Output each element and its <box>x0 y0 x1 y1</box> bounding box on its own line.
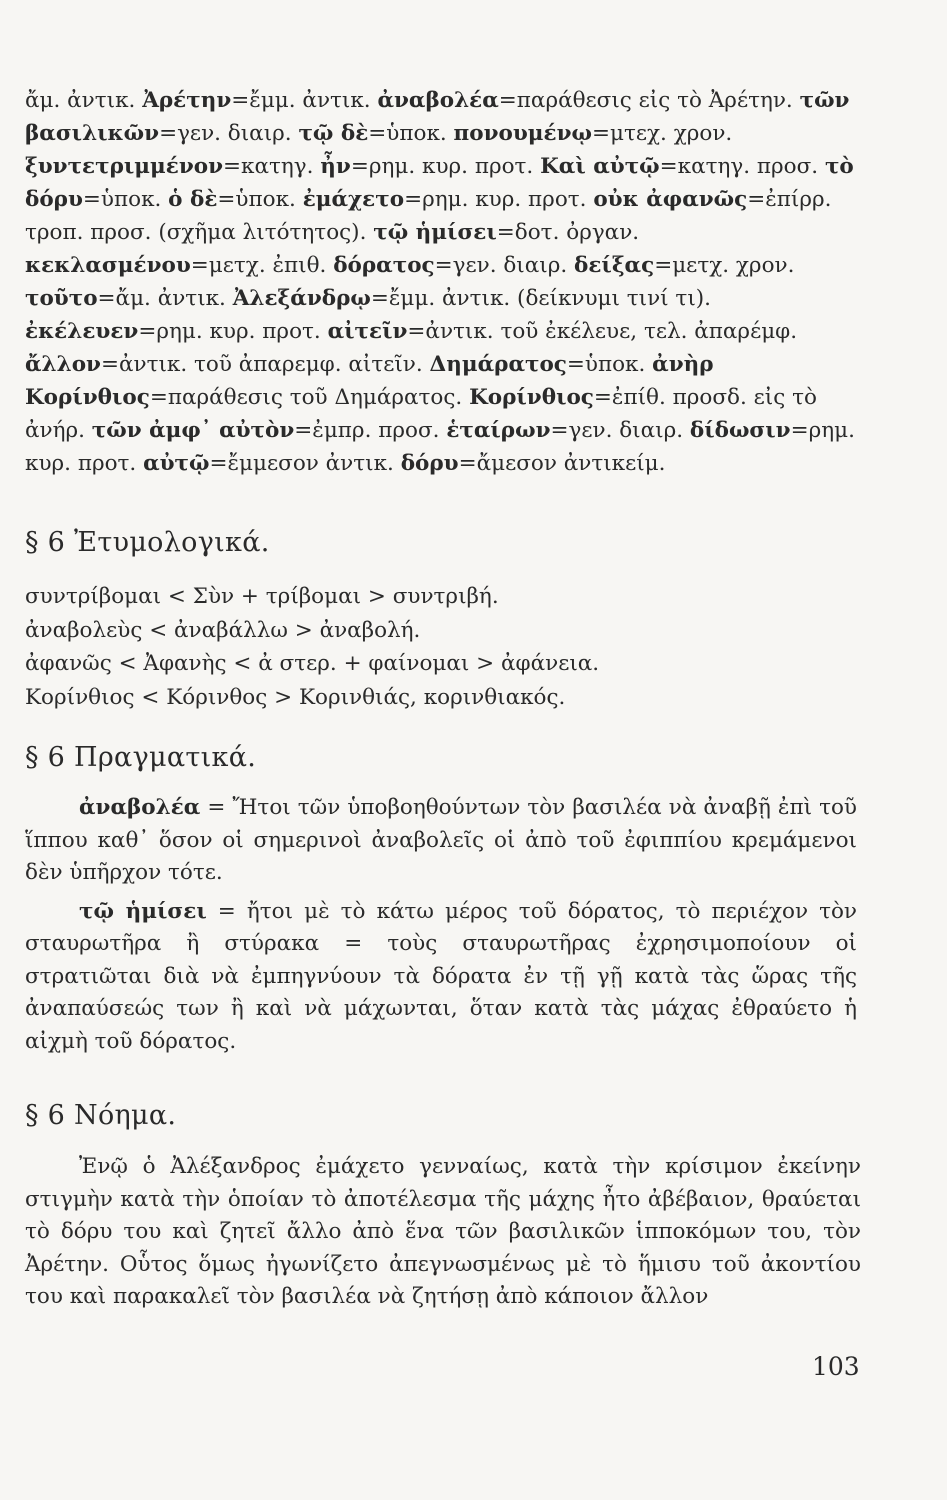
analyzed-term: δόρυ <box>400 451 459 476</box>
analysis-text: =παράθεσις τοῦ Δημάρατος. <box>149 385 470 410</box>
analysis-text: =ρημ. κυρ. προτ. <box>350 154 541 179</box>
analysis-text: =κατηγ. <box>223 154 321 179</box>
analysis-text: =ἔμμεσον ἀντικ. <box>209 451 401 476</box>
analyzed-term: τῶν βασιλικῶν <box>25 88 850 146</box>
pragmatic-note <box>25 896 857 1059</box>
analysis-text: =ἐπίρρ. τροπ. προσ. (σχῆμα λιτότητος). <box>25 187 832 245</box>
analyzed-term: ἐκέλευεν <box>25 319 139 344</box>
analyzed-term: Ἀλεξάνδρῳ <box>232 286 371 311</box>
analyzed-term: αὐτῷ <box>143 451 210 476</box>
analysis-text: =δοτ. ὀργαν. <box>496 220 640 245</box>
analyzed-term: τὸ δόρυ <box>25 154 854 212</box>
analyzed-term: δείξας <box>574 253 655 278</box>
analyzed-term: ἀνὴρ Κορίνθιος <box>25 352 714 410</box>
analysis-text: =ἀντικ. τοῦ ἀπαρεμφ. αἰτεῖν. <box>100 352 430 377</box>
etymology-line: ἀναβολεὺς < ἀναβάλλω > ἀναβολή. <box>25 617 421 643</box>
analyzed-term: ξυντετριμμένον <box>25 154 223 179</box>
analyzed-term: Καὶ αὐτῷ <box>540 154 660 179</box>
analysis-text: =ἄμ. ἀντικ. <box>97 286 233 311</box>
analyzed-term: Δημάρατος <box>429 352 567 377</box>
analyzed-term: ἀναβολέα <box>377 88 499 113</box>
etymology-list <box>25 580 855 714</box>
analysis-text: =μτεχ. χρον. <box>592 121 733 146</box>
etymology-line: Κορίνθιος < Κόρινθος > Κορινθιάς, κορινθιακός. <box>25 684 566 710</box>
analysis-text: =ὑποκ. <box>82 187 169 212</box>
analyzed-term: τῷ ἡμίσει <box>373 220 497 245</box>
analyzed-term: τοῦτο <box>25 286 98 311</box>
analyzed-term: Ἀρέτην <box>142 88 232 113</box>
etymology-line: ἀφανῶς < Ἀφανὴς < ἀ στερ. + φαίνομαι > ἀφάνεια. <box>25 651 600 676</box>
analysis-text: =ὑποκ. <box>368 121 454 146</box>
grammar-analysis-paragraph <box>25 84 855 480</box>
analyzed-term: δόρατος <box>333 253 435 278</box>
etymology-line: συντρίβομαι < Σὺν + τρίβομαι > συντριβή. <box>25 584 499 609</box>
analysis-text: =ἐμπρ. προσ. <box>294 418 447 443</box>
analyzed-term: τῷ δὲ <box>298 121 369 146</box>
analysis-text: =μετχ. χρον. <box>654 253 795 278</box>
etymology-heading: § 6 Ἐτυμολογικά. <box>25 527 270 558</box>
analysis-text: =ὑποκ. <box>566 352 653 377</box>
pragmatic-note <box>25 792 857 890</box>
analysis-text: =γεν. διαιρ. <box>159 121 299 146</box>
pragmatic-term: τῷ ἡμίσει <box>79 898 207 924</box>
analysis-text: =μετχ. ἐπιθ. <box>190 253 334 278</box>
analysis-text: =ὑποκ. <box>217 187 303 212</box>
analysis-text: =γεν. διαιρ. <box>550 418 690 443</box>
page-number: 103 <box>812 1352 860 1381</box>
analyzed-term: δίδωσιν <box>689 418 791 443</box>
analyzed-term: ἦν <box>320 154 351 179</box>
analyzed-term: ἄλλον <box>25 352 101 377</box>
meaning-paragraph: Ἐνῷ ὁ Ἀλέξανδρος ἐμάχετο γενναίως, κατὰ τὴν κρίσιμον ἐκείνην στιγμὴν κατὰ τὴν ὁποίαν τὸ ἀποτέλεσμα τῆς μάχης ἦτο ἀβέβαιον, θραύεται τὸ δόρυ του καὶ ζητεῖ ἄλλο ἀπὸ ἕνα τῶν βασιλικῶν ἱπποκόμων του, τὸν Ἀρέτην. Οὗτος ὅμως ἠγωνίζετο ἀπεγνωσμένως μὲ τὸ ἥμισυ τοῦ ἀκοντίου του καὶ παρακαλεῖ τὸν βασιλέα νὰ ζητήσῃ ἀπὸ κάποιον ἄλλον <box>25 1154 861 1309</box>
analyzed-term: κεκλασμένου <box>25 253 191 278</box>
analysis-text: =γεν. διαιρ. <box>434 253 574 278</box>
analysis-text: =ἀντικ. τοῦ ἐκέλευε, τελ. ἀπαρέμφ. <box>407 319 798 344</box>
pragmatic-text: = Ἤτοι τῶν ὑποβοηθούντων τὸν βασιλέα νὰ ἀναβῇ ἐπὶ τοῦ ἵππου καθ᾽ ὅσον οἱ σημερινοὶ ἀναβολεῖς οἱ ἀπὸ τοῦ ἐφιππίου κρεμάμενοι δὲν ὑπῆρχον τότε. <box>25 795 857 885</box>
analysis-text: =παράθεσις εἰς τὸ Ἀρέτην. <box>498 88 800 113</box>
analysis-text: =ρημ. κυρ. προτ. <box>404 187 594 212</box>
analysis-text: =ρημ. κυρ. προτ. <box>138 319 328 344</box>
analyzed-term: ἐμάχετο <box>302 187 405 212</box>
analysis-text: ἄμ. ἀντικ. <box>25 88 143 113</box>
analysis-text: =ἄμεσον ἀντικείμ. <box>458 451 666 476</box>
pragmatic-term: ἀναβολέα <box>79 795 201 820</box>
pragmatic-heading: § 6 Πραγματικά. <box>25 742 257 773</box>
pragmatic-text: = ἤτοι μὲ τὸ κάτω μέρος τοῦ δόρατος, τὸ περιέχον τὸν σταυρωτῆρα ἢ στύρακα = τοὺς σταυρωτῆρας ἐχρησιμοποίουν οἱ στρατιῶται διὰ νὰ ἐμπηγνύουν τὰ δόρατα ἐν τῇ γῇ κατὰ τὰς ὥρας τῆς ἀναπαύσεώς των ἢ καὶ νὰ μάχωνται, ὅταν κατὰ τὰς μάχας ἐθραύετο ἡ αἰχμὴ τοῦ δόρατος. <box>25 898 857 1054</box>
analyzed-term: τῶν ἀμφ᾽ αὐτὸν <box>91 418 295 443</box>
analyzed-term: αἰτεῖν <box>327 319 408 344</box>
analysis-text: =ρημ. κυρ. προτ. <box>25 418 855 476</box>
analysis-text: =ἐπίθ. προσδ. εἰς τὸ ἀνήρ. <box>25 385 817 443</box>
analyzed-term: πονουμένῳ <box>453 121 592 146</box>
analyzed-term: ἑταίρων <box>446 418 551 443</box>
analyzed-term: Κορίνθιος <box>469 385 594 410</box>
analyzed-term: ὁ δὲ <box>168 187 218 212</box>
analyzed-term: οὐκ ἀφανῶς <box>593 187 748 212</box>
analysis-text: =κατηγ. προσ. <box>659 154 825 179</box>
analysis-text: =ἔμμ. ἀντικ. (δείκνυμι τινί τι). <box>370 286 711 311</box>
pragmatic-notes <box>25 792 857 1058</box>
analysis-text: =ἔμμ. ἀντικ. <box>231 88 378 113</box>
meaning-heading: § 6 Νόημα. <box>25 1100 177 1131</box>
